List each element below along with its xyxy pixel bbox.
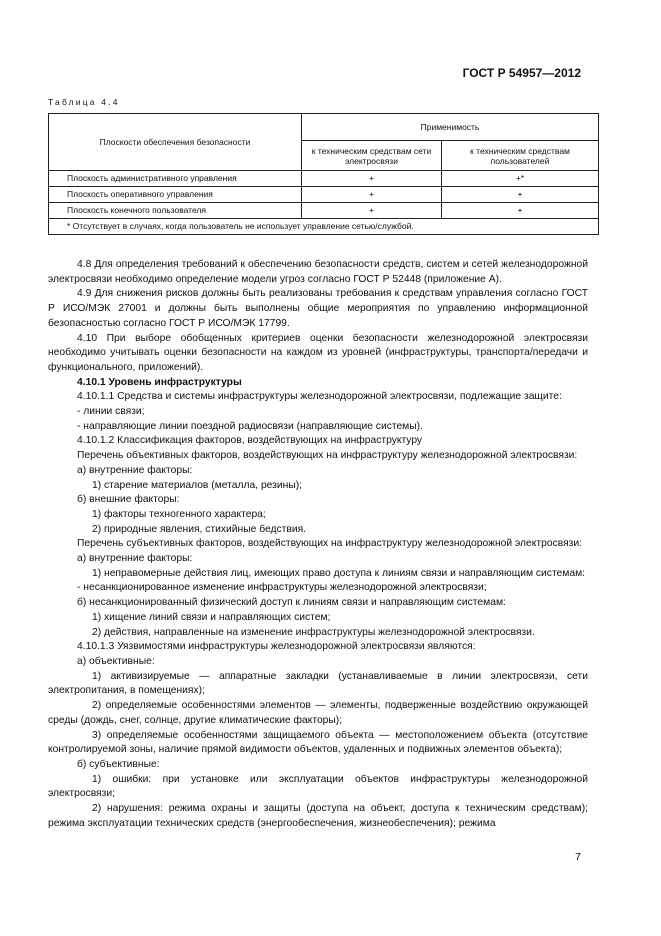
- paragraph: 1) активизируемые — аппаратные закладки (устанавливаемые в линии электросвязи, сети электропитания, в помещениях);: [48, 670, 588, 697]
- row-mark-user: +: [442, 187, 599, 203]
- header-network-means: к техническим средствам сети электросвязи: [302, 141, 442, 171]
- paragraph: б) несанкционированный физический доступ к линиям связи и направляющим системам:: [77, 597, 506, 609]
- row-label: Плоскость административного управления: [49, 171, 302, 187]
- row-mark-network: +: [302, 187, 442, 203]
- paragraph: 2) действия, направленные на изменение инфраструктуры железнодорожной электросвязи.: [92, 626, 535, 638]
- paragraph: 2) нарушения: режима охраны и защиты (доступа на объект, доступа к техническим средствам); режима эксплуатации технических средств (энергообеспечения, жизнеобеспечения); режима: [48, 803, 588, 829]
- paragraph: б) внешние факторы:: [77, 494, 180, 506]
- paragraph: Перечень субъективных факторов, воздействующих на инфраструктуру железнодорожной электросвязи:: [77, 538, 582, 550]
- paragraph: а) внутренние факторы:: [77, 464, 193, 476]
- paragraph: 1) неправомерные действия лиц, имеющих право доступа к линиям связи и направляющим системам:: [92, 567, 586, 579]
- table-row: [49, 171, 599, 187]
- paragraph: - линии связи;: [77, 406, 145, 418]
- paragraph: 4.10.1.3 Уязвимостями инфраструктуры железнодорожной электросвязи являются:: [77, 641, 476, 653]
- table-footnote: * Отсутствует в случаях, когда пользователь не использует управление сетью/службой.: [49, 219, 599, 235]
- row-label: Плоскость оперативного управления: [49, 187, 302, 203]
- standard-header: ГОСТ Р 54957—2012: [462, 66, 581, 80]
- paragraph: 1) ошибки: при установке или эксплуатации объектов инфраструктуры железнодорожной электросвязи;: [48, 773, 588, 800]
- paragraph: а) внутренние факторы:: [77, 553, 193, 565]
- paragraph: 4.10.1.2 Классификация факторов, воздействующих на инфраструктуру: [77, 435, 423, 447]
- paragraph: - направляющие линии поездной радиосвязи (направляющие системы).: [77, 420, 423, 432]
- paragraph: б) субъективные:: [77, 758, 160, 770]
- paragraph: 4.9 Для снижения рисков должны быть реализованы требования к средствам управления согласно ГОСТ Р ИСО/МЭК 27001 и должны быть выполнены общие мероприятия по управлению информационной безопасностью согласно ГОСТ Р ИСО/МЭК 17799.: [48, 288, 588, 329]
- paragraph: а) объективные:: [77, 655, 155, 667]
- paragraph: 2) природные явления, стихийные бедствия.: [92, 523, 307, 535]
- paragraph: - несанкционированное изменение инфраструктуры железнодорожной электросвязи;: [77, 582, 487, 594]
- paragraph: 1) факторы техногенного характера;: [92, 508, 266, 520]
- page-number: 7: [575, 851, 581, 863]
- header-security-planes: Плоскости обеспечения безопасности: [49, 114, 302, 171]
- section-heading: 4.10.1 Уровень инфраструктуры: [77, 376, 242, 388]
- paragraph: 4.10 При выборе обобщенных критериев оценки безопасности железнодорожной электросвязи необходимо учитывать оценки безопасности на каждом из уровней (инфраструктуры, транспорта/передачи и функционального, приложений).: [48, 332, 588, 373]
- row-mark-network: +: [302, 203, 442, 219]
- table-row: [49, 203, 599, 219]
- applicability-table: [48, 113, 599, 235]
- table-row: [49, 187, 599, 203]
- paragraph: Перечень объективных факторов, воздействующих на инфраструктуру железнодорожной электросвязи:: [77, 450, 578, 462]
- paragraph: 1) хищение линий связи и направляющих систем;: [92, 611, 331, 623]
- row-mark-user: +: [442, 203, 599, 219]
- table-caption: Таблица 4.4: [48, 97, 120, 107]
- body-text: [48, 258, 588, 831]
- paragraph: 3) определяемые особенностями защищаемого объекта — местоположением объекта (отсутствие контролируемой зоны, наличие прямой видимости объектов, удаленных и подвижных элементов объекта);: [48, 729, 588, 756]
- row-mark-network: +: [302, 171, 442, 187]
- header-applicability: Применимость: [302, 114, 599, 141]
- header-user-means: к техническим средствам пользователей: [442, 141, 599, 171]
- paragraph: 4.10.1.1 Средства и системы инфраструктуры железнодорожной электросвязи, подлежащие защите:: [77, 391, 562, 403]
- paragraph: 1) старение материалов (металла, резины);: [92, 479, 303, 491]
- row-mark-user: +*: [442, 171, 599, 187]
- row-label: Плоскость конечного пользователя: [49, 203, 302, 219]
- paragraph: 2) определяемые особенностями элементов — элементы, подверженные воздействию окружающей среды (дождь, снег, солнце, другие климатические факторы);: [48, 700, 588, 726]
- paragraph: 4.8 Для определения требований к обеспечению безопасности средств, систем и сетей железнодорожной электросвязи необходимо определение модели угроз согласно ГОСТ Р 52448 (приложение А).: [48, 259, 588, 285]
